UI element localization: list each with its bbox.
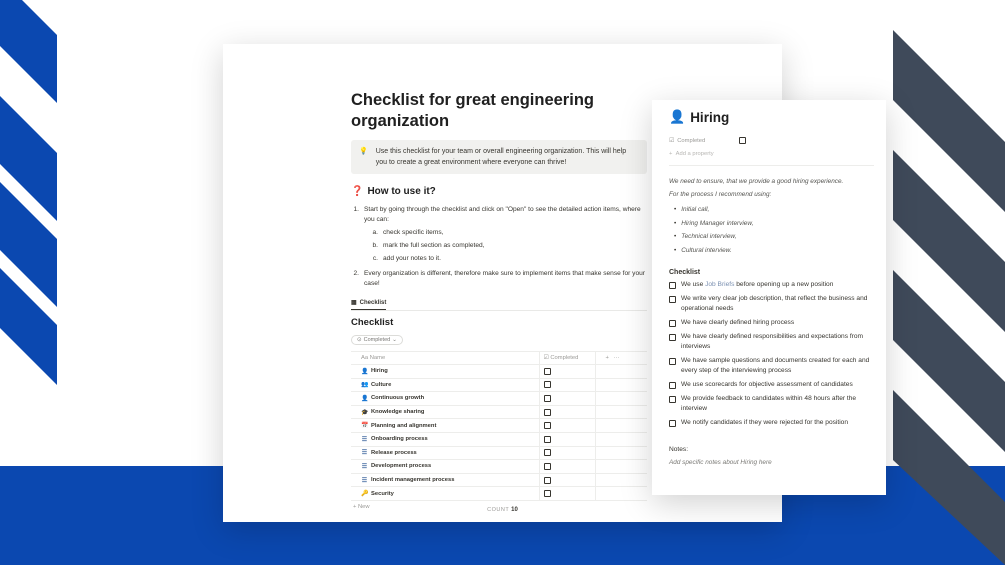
table-row[interactable] (351, 460, 647, 474)
job-briefs-link[interactable]: Job Briefs (705, 281, 735, 288)
list-item: • Initial call, (669, 203, 874, 217)
completed-checkbox[interactable] (544, 381, 551, 388)
row-name: Development process (371, 463, 432, 470)
count-value: 10 (511, 507, 518, 513)
table-row[interactable] (351, 378, 647, 392)
empty-cell (595, 392, 647, 406)
column-label: Name (369, 355, 386, 361)
list-item: • Technical interview, (669, 230, 874, 244)
todo-list (669, 294, 874, 428)
empty-cell (595, 378, 647, 392)
table-row[interactable] (351, 432, 647, 446)
row-name: Knowledge sharing (371, 409, 425, 416)
plus-icon: + (605, 355, 609, 361)
todo-text-part: We use (681, 281, 706, 288)
completed-checkbox[interactable] (544, 490, 551, 497)
list-item-text: add your notes to it. (383, 255, 441, 262)
process-list (669, 203, 874, 257)
list-number: c. (372, 255, 378, 262)
todo-checkbox[interactable] (669, 420, 676, 427)
todo-checkbox[interactable] (669, 396, 676, 403)
completed-checkbox[interactable] (544, 477, 551, 484)
side-title (669, 109, 874, 125)
row-name: Continuous growth (371, 395, 425, 402)
todo-checkbox[interactable] (669, 320, 676, 327)
row-name-cell[interactable] (351, 473, 539, 487)
todo-text: We notify candidates if they were rejected for the position (681, 419, 849, 426)
completed-cell (539, 460, 595, 474)
people-icon: 👥 (361, 382, 369, 389)
todo-checkbox[interactable] (669, 358, 676, 365)
row-name: Release process (371, 449, 417, 456)
checkbox-property-icon: ☑ (669, 137, 675, 144)
todo-text: We write very clear job description, that reflect the business and operational needs (681, 295, 868, 312)
table-row[interactable] (351, 473, 647, 487)
todo-item (669, 332, 874, 352)
completed-cell (539, 473, 595, 487)
completed-cell (539, 392, 595, 406)
row-name-cell[interactable] (351, 446, 539, 460)
todo-item (669, 280, 874, 290)
row-name-cell[interactable] (351, 365, 539, 379)
table-row[interactable] (351, 419, 647, 433)
todo-item (669, 294, 874, 314)
todo-item (669, 394, 874, 414)
todo-text (681, 280, 833, 290)
todo-checkbox[interactable] (669, 334, 676, 341)
empty-cell (595, 365, 647, 379)
callout (351, 140, 647, 174)
todo-text-part: before opening up a new position (734, 281, 834, 288)
side-title-text: Hiring (690, 109, 730, 125)
count-footer (223, 507, 782, 513)
tab-label: Checklist (359, 299, 387, 306)
divider (669, 165, 874, 166)
count-label: COUNT (487, 507, 510, 513)
todo-item (669, 418, 874, 428)
todo-text: We have clearly defined hiring process (681, 319, 795, 326)
row-name: Culture (371, 381, 392, 388)
completed-checkbox[interactable] (544, 368, 551, 375)
how-to-heading (351, 186, 647, 197)
row-name: Planning and alignment (371, 422, 437, 429)
empty-cell (595, 432, 647, 446)
row-name-cell[interactable] (351, 460, 539, 474)
property-row-completed (669, 137, 874, 144)
completed-cell (539, 378, 595, 392)
list-icon: ☰ (361, 436, 368, 443)
hiring-page-panel (652, 100, 886, 495)
row-name: Security (371, 490, 394, 497)
add-property-button[interactable]: + Add a property (669, 151, 714, 157)
list-number: 2. (353, 270, 359, 277)
steps-list (351, 205, 647, 289)
todo-checkbox[interactable] (669, 296, 676, 303)
checkbox-filter-icon: ⊙ (357, 337, 362, 343)
list-item: • Cultural interview. (669, 244, 874, 258)
graduation-cap-icon: 🎓 (361, 409, 369, 416)
list-icon: ☰ (361, 477, 368, 484)
empty-cell (595, 446, 647, 460)
list-item-text: Every organization is different, therefore make sure to implement items that make sense for your case! (364, 270, 645, 287)
empty-cell (595, 460, 647, 474)
table-row[interactable] (351, 405, 647, 419)
key-icon: 🔑 (361, 491, 369, 498)
divider (351, 310, 647, 311)
list-item (351, 205, 647, 267)
table-row[interactable] (351, 392, 647, 406)
empty-cell (595, 473, 647, 487)
completed-checkbox[interactable] (544, 422, 551, 429)
add-column-button[interactable] (595, 352, 647, 365)
todo-text: We have clearly defined responsibilities and expectations from interviews (681, 333, 864, 350)
table-header-row (351, 352, 647, 365)
row-name: Onboarding process (371, 436, 428, 443)
table-row[interactable] (351, 446, 647, 460)
new-row-button[interactable]: + New (353, 503, 370, 510)
person-icon: 👤 (361, 368, 369, 375)
todo-text: We have sample questions and documents created for each and every step of the interviewing process (681, 357, 870, 374)
checklist-heading: Checklist (669, 269, 701, 276)
completed-checkbox[interactable] (544, 449, 551, 456)
row-name-cell[interactable] (351, 432, 539, 446)
person-add-icon: 👤 (361, 395, 369, 402)
more-icon[interactable]: ··· (613, 355, 620, 361)
filter-label: Completed (363, 337, 391, 343)
database-title: Checklist (351, 317, 394, 328)
table-row[interactable] (351, 365, 647, 379)
list-item (364, 228, 647, 238)
todo-checkbox[interactable] (669, 282, 676, 289)
how-to-heading-text: How to use it? (367, 186, 436, 197)
row-name-cell[interactable] (351, 419, 539, 433)
row-name-cell[interactable] (351, 378, 539, 392)
checkbox-property-icon: ☑ (543, 355, 549, 361)
list-item-text: mark the full section as completed, (383, 242, 485, 249)
completed-checkbox[interactable] (544, 436, 551, 443)
completed-cell (539, 365, 595, 379)
table-row[interactable] (351, 487, 647, 501)
row-name-cell[interactable] (351, 405, 539, 419)
todo-text: We provide feedback to candidates within 48 hours after the interview (681, 395, 857, 412)
intro-line: For the process I recommend using: (669, 191, 772, 198)
todo-checkbox[interactable] (669, 382, 676, 389)
completed-checkbox[interactable] (544, 409, 551, 416)
completed-cell (539, 419, 595, 433)
chevron-down-icon: ⌄ (392, 337, 397, 343)
column-label: Completed (550, 355, 579, 361)
row-name-cell[interactable] (351, 392, 539, 406)
completed-cell (539, 446, 595, 460)
list-icon: ☰ (361, 450, 368, 457)
notes-placeholder[interactable]: Add specific notes about Hiring here (669, 459, 772, 466)
intro-line: We need to ensure, that we provide a good hiring experience. (669, 178, 844, 185)
calendar-icon: 📅 (361, 423, 369, 430)
list-item-text: check specific items, (383, 229, 444, 236)
substeps-list (364, 228, 647, 264)
page-content (351, 90, 647, 510)
table-view-icon: ▦ (351, 300, 357, 306)
todo-item (669, 380, 874, 390)
list-number: a. (372, 229, 378, 236)
name-column-header[interactable] (351, 352, 539, 365)
completed-column-header[interactable] (539, 352, 595, 365)
checklist-table (351, 351, 647, 501)
list-item (351, 269, 647, 289)
row-name: Incident management process (371, 477, 455, 484)
completed-cell (539, 487, 595, 501)
completed-checkbox[interactable] (739, 137, 746, 144)
completed-filter[interactable] (351, 335, 403, 345)
list-item (364, 254, 647, 264)
todo-item (669, 318, 874, 328)
completed-checkbox[interactable] (544, 395, 551, 402)
list-item (364, 241, 647, 251)
property-name (669, 138, 739, 144)
question-mark-icon: ❓ (351, 186, 364, 197)
empty-cell (595, 487, 647, 501)
side-content (669, 109, 874, 466)
notes-label: Notes: (669, 446, 689, 453)
list-item-text: Start by going through the checklist and click on "Open" to see the detailed action items, where you can: (364, 206, 641, 223)
lightbulb-icon: 💡 (359, 148, 368, 155)
callout-text: Use this checklist for your team or overall engineering organization. This will help you to create a great environment where everyone can thrive! (375, 148, 627, 166)
empty-cell (595, 405, 647, 419)
completed-checkbox[interactable] (544, 463, 551, 470)
todo-text: We use scorecards for objective assessment of candidates (681, 381, 853, 388)
completed-cell (539, 432, 595, 446)
row-name: Hiring (371, 368, 388, 375)
todo-item (669, 356, 874, 376)
list-number: b. (372, 242, 378, 249)
page-title: Checklist for great engineering organization (351, 91, 594, 130)
intro-text (669, 175, 874, 201)
list-item: • Hiring Manager interview, (669, 217, 874, 231)
new-row-label: New (358, 503, 370, 510)
empty-cell (595, 419, 647, 433)
text-property-icon: Aa (361, 355, 369, 361)
row-name-cell[interactable] (351, 487, 539, 501)
property-label: Completed (677, 137, 706, 144)
list-number: 1. (353, 206, 359, 213)
person-icon: 👤 (669, 109, 686, 124)
list-icon: ☰ (361, 463, 368, 470)
completed-cell (539, 405, 595, 419)
add-property-label: Add a property (675, 151, 714, 157)
tab-checklist-view[interactable] (351, 299, 386, 310)
